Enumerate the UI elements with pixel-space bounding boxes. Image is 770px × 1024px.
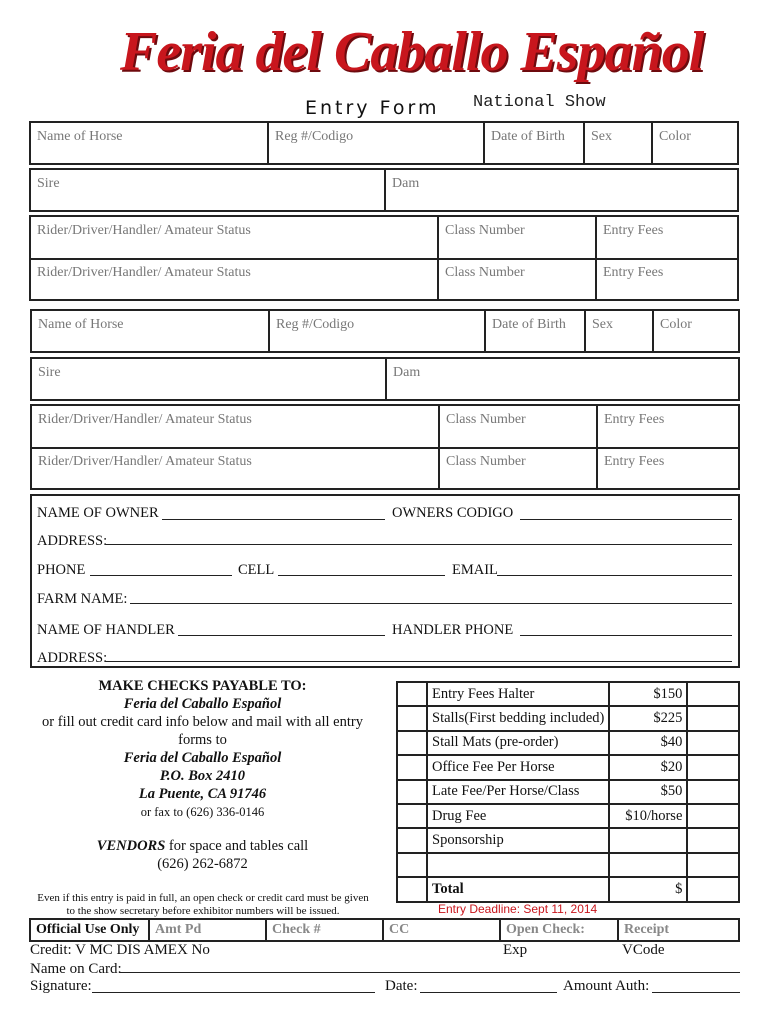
fee-checkbox[interactable] (397, 682, 427, 706)
fee-price: $50 (609, 780, 687, 804)
payee-name-2: Feria del Caballo Español (123, 750, 282, 766)
horse1-fees1-label: Entry Fees (603, 223, 664, 238)
owner-email-label: EMAIL (452, 562, 498, 578)
official-use-label: Official Use Only (30, 919, 149, 941)
owner-phone-field[interactable] (90, 575, 232, 576)
vendors-info (30, 837, 375, 873)
vendors-phone: (626) 262-6872 (157, 856, 248, 872)
horse2-dob-field[interactable] (486, 311, 586, 351)
fee-price (609, 853, 687, 877)
handler-phone-field[interactable] (520, 635, 732, 636)
horse1-dob-field[interactable] (485, 123, 585, 163)
handler-phone-label: HANDLER PHONE (392, 622, 514, 638)
payment-info (30, 677, 375, 821)
fee-checkbox[interactable] (397, 731, 427, 755)
fee-item: Stall Mats (pre-order) (427, 731, 609, 755)
fee-row (397, 804, 739, 828)
horse1-sex-field[interactable] (585, 123, 653, 163)
horse1-dob-label: Date of Birth (491, 129, 565, 144)
fee-item: Office Fee Per Horse (427, 755, 609, 779)
fee-checkbox[interactable] (397, 706, 427, 730)
horse2-dob-label: Date of Birth (492, 317, 566, 332)
horse1-row1 (29, 121, 739, 165)
owner-cell-field[interactable] (278, 575, 445, 576)
horse1-class1-label: Class Number (445, 223, 525, 238)
notice-line-2: to the show secretary before exhibitor numbers will be issued. (66, 905, 340, 917)
farm-name-field[interactable] (130, 603, 732, 604)
fee-item (427, 853, 609, 877)
fee-price: $150 (609, 682, 687, 706)
vendors-text: for space and tables call (165, 838, 309, 854)
handler-name-field[interactable] (178, 635, 385, 636)
horse1-dam-label: Dam (392, 176, 420, 191)
fee-row (397, 682, 739, 706)
fee-checkbox[interactable] (397, 877, 427, 902)
horse2-sex-field[interactable] (586, 311, 654, 351)
horse1-color-field[interactable] (653, 123, 737, 163)
horse2-rider-col[interactable] (32, 406, 440, 488)
signature-label: Signature: (30, 978, 92, 994)
fee-item: Total (427, 877, 609, 902)
horse1-sire-label: Sire (37, 176, 60, 191)
date-field[interactable] (420, 992, 557, 993)
signature-field[interactable] (92, 992, 375, 993)
exp-label: Exp (503, 942, 528, 958)
horse1-class2-label: Class Number (445, 265, 525, 280)
horse2-row2 (30, 357, 740, 401)
amount-auth-label: Amount Auth: (563, 978, 650, 994)
official-use-table (29, 918, 740, 942)
horse2-sire-label: Sire (38, 365, 61, 380)
city-state-zip: La Puente, CA 91746 (138, 786, 267, 802)
fee-price: $20 (609, 755, 687, 779)
fee-price: $ (609, 877, 687, 902)
horse1-dam-field[interactable] (386, 170, 737, 210)
horse2-name-field[interactable] (32, 311, 270, 351)
horse1-fees2-label: Entry Fees (603, 265, 664, 280)
horse1-color-label: Color (659, 129, 691, 144)
check-number-field[interactable]: Check # (266, 919, 383, 941)
horse2-fees1-label: Entry Fees (604, 412, 665, 427)
fee-amount-field[interactable] (687, 804, 739, 828)
owner-codigo-label: OWNERS CODIGO (392, 505, 514, 521)
handler-address-field[interactable] (105, 661, 732, 662)
horse2-dam-label: Dam (393, 365, 421, 380)
owner-name-label: NAME OF OWNER (37, 505, 159, 521)
horse2-fees-col[interactable] (598, 406, 738, 488)
owner-email-field[interactable] (497, 575, 732, 576)
fee-price: $10/horse (609, 804, 687, 828)
horse2-sire-field[interactable] (32, 359, 387, 399)
fee-row (397, 828, 739, 852)
vcode-label: VCode (622, 942, 665, 958)
date-label: Date: (385, 978, 418, 994)
fax-number: or fax to (626) 336-0146 (140, 805, 265, 819)
fee-amount-field[interactable] (687, 877, 739, 902)
fee-checkbox[interactable] (397, 755, 427, 779)
horse1-name-field[interactable] (31, 123, 269, 163)
horse1-sex-label: Sex (591, 129, 612, 144)
horse2-name-label: Name of Horse (38, 317, 124, 332)
fee-amount-field[interactable] (687, 780, 739, 804)
form-subtitle: Entry Form (305, 97, 440, 119)
fee-row (397, 706, 739, 730)
owner-phone-label: PHONE (37, 562, 86, 578)
open-check-field[interactable]: Open Check: (500, 919, 618, 941)
fee-price: $225 (609, 706, 687, 730)
credit-line: Credit: V MC DIS AMEX No (30, 942, 210, 958)
fee-amount-field[interactable] (687, 853, 739, 877)
fee-checkbox[interactable] (397, 828, 427, 852)
fee-row (397, 877, 739, 902)
fee-price: $40 (609, 731, 687, 755)
fee-price (609, 828, 687, 852)
entry-deadline: Entry Deadline: Sept 11, 2014 (438, 902, 598, 916)
fee-row (397, 780, 739, 804)
horse1-riders (29, 215, 739, 301)
horse2-class-col[interactable] (440, 406, 598, 488)
horse2-row1 (30, 309, 740, 353)
horse1-row2 (29, 168, 739, 212)
owner-address-label: ADDRESS: (37, 533, 108, 549)
amt-pd-field[interactable]: Amt Pd (149, 919, 266, 941)
horse2-reg-field[interactable] (270, 311, 486, 351)
owner-codigo-field[interactable] (520, 519, 732, 520)
horse2-reg-label: Reg #/Codigo (276, 317, 355, 332)
horse1-fees-col[interactable] (597, 217, 737, 299)
farm-name-label: FARM NAME: (37, 591, 128, 607)
fee-checkbox[interactable] (397, 804, 427, 828)
owner-name-field[interactable] (162, 519, 385, 520)
page-title: Feria del Caballo Español (120, 21, 704, 83)
fee-item: Stalls(First bedding included) (427, 706, 609, 730)
fee-table (396, 681, 740, 903)
handler-name-label: NAME OF HANDLER (37, 622, 175, 638)
fee-amount-field[interactable] (687, 828, 739, 852)
horse1-rider2-label: Rider/Driver/Handler/ Amateur Status (37, 265, 251, 280)
horse2-dam-field[interactable] (387, 359, 738, 399)
fee-row (397, 853, 739, 877)
horse2-rider1-label: Rider/Driver/Handler/ Amateur Status (38, 412, 252, 427)
make-checks-heading: MAKE CHECKS PAYABLE TO: (98, 678, 307, 694)
cc-field[interactable]: CC (383, 919, 500, 941)
or-fill-text: or fill out credit card info below and mail with all entry (42, 714, 363, 730)
horse1-reg-label: Reg #/Codigo (275, 129, 354, 144)
horse2-sex-label: Sex (592, 317, 613, 332)
fee-item: Drug Fee (427, 804, 609, 828)
handler-address-label: ADDRESS: (37, 650, 108, 666)
name-on-card-field[interactable] (120, 972, 740, 973)
fee-checkbox[interactable] (397, 853, 427, 877)
name-on-card-label: Name on Card: (30, 961, 122, 977)
vendors-label: VENDORS (96, 838, 166, 854)
horse1-rider-col[interactable] (31, 217, 439, 299)
fee-amount-field[interactable] (687, 755, 739, 779)
fee-row (397, 731, 739, 755)
fee-checkbox[interactable] (397, 780, 427, 804)
fee-item: Entry Fees Halter (427, 682, 609, 706)
horse1-class-col[interactable] (439, 217, 597, 299)
fee-amount-field[interactable] (687, 731, 739, 755)
po-box: P.O. Box 2410 (159, 768, 246, 784)
fee-row (397, 755, 739, 779)
horse2-color-field[interactable] (654, 311, 738, 351)
notice-line-1: Even if this entry is paid in full, an open check or credit card must be given (37, 892, 369, 904)
fee-amount-field[interactable] (687, 682, 739, 706)
horse1-rider1-label: Rider/Driver/Handler/ Amateur Status (37, 223, 251, 238)
horse1-name-label: Name of Horse (37, 129, 123, 144)
receipt-field[interactable]: Receipt (618, 919, 739, 941)
owner-address-field[interactable] (105, 544, 732, 545)
horse1-sire-field[interactable] (31, 170, 386, 210)
fee-amount-field[interactable] (687, 706, 739, 730)
amount-auth-field[interactable] (652, 992, 740, 993)
horse2-color-label: Color (660, 317, 692, 332)
horse2-class2-label: Class Number (446, 454, 526, 469)
horse2-class1-label: Class Number (446, 412, 526, 427)
show-name: National Show (473, 93, 606, 112)
horse2-riders (30, 404, 740, 490)
horse2-fees2-label: Entry Fees (604, 454, 665, 469)
forms-to-text: forms to (178, 732, 227, 748)
payee-name: Feria del Caballo Español (123, 696, 282, 712)
owner-cell-label: CELL (238, 562, 275, 578)
fee-item: Sponsorship (427, 828, 609, 852)
fee-item: Late Fee/Per Horse/Class (427, 780, 609, 804)
horse1-reg-field[interactable] (269, 123, 485, 163)
notice (28, 892, 378, 918)
horse2-rider2-label: Rider/Driver/Handler/ Amateur Status (38, 454, 252, 469)
